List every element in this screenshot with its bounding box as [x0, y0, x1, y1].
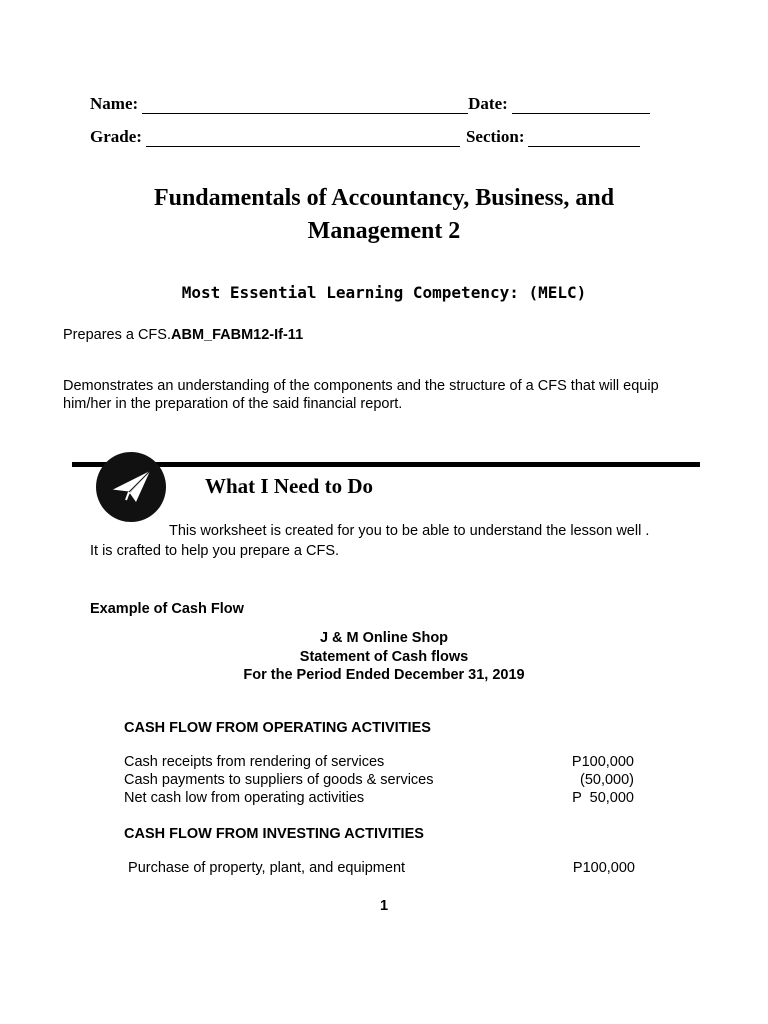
investing-row-value: P100,000 — [572, 860, 635, 876]
melc-description-line-1: Demonstrates an understanding of the components and the structure of a CFS that will equip — [63, 378, 659, 394]
page-title — [0, 182, 768, 248]
example-heading: Example of Cash Flow — [90, 601, 244, 617]
operating-row-value: P100,000 — [571, 754, 634, 770]
date-field[interactable] — [512, 99, 650, 114]
company-name: J & M Online Shop — [319, 630, 449, 646]
melc-description-line-2: him/her in the preparation of the said financial report. — [63, 396, 403, 412]
operating-row-value: P 50,000 — [572, 790, 634, 806]
statement-title: Statement of Cash flows — [299, 649, 469, 665]
need-to-do-line-2: It is crafted to help you prepare a CFS. — [90, 543, 340, 559]
section-badge — [96, 452, 166, 522]
melc-prepares-prefix: Prepares a CFS. — [63, 327, 171, 343]
operating-row-label: Cash receipts from rendering of services — [124, 754, 385, 770]
section-field[interactable] — [528, 132, 640, 147]
title-line-1: Fundamentals of Accountancy, Business, and — [153, 185, 615, 211]
operating-row-value: (50,000) — [579, 772, 634, 788]
page-number: 1 — [379, 898, 389, 914]
melc-heading: Most Essential Learning Competency: (MELC) — [181, 283, 587, 302]
grade-field[interactable] — [146, 132, 460, 147]
paper-plane-icon — [110, 468, 152, 506]
grade-section-row — [90, 127, 640, 147]
operating-heading: CASH FLOW FROM OPERATING ACTIVITIES — [124, 720, 431, 736]
date-label: Date: — [468, 94, 508, 113]
section-heading: What I Need to Do — [205, 474, 373, 498]
grade-label: Grade: — [90, 127, 142, 146]
section-divider — [72, 462, 700, 467]
name-field[interactable] — [142, 99, 468, 114]
melc-code: ABM_FABM12-If-11 — [171, 327, 304, 343]
name-label: Name: — [90, 94, 139, 113]
melc-description — [63, 377, 659, 413]
need-to-do-line-1: This worksheet is created for you to be able to understand the lesson well . — [169, 523, 650, 539]
section-label: Section: — [465, 127, 525, 146]
melc-prepares — [63, 326, 303, 344]
investing-row-label: Purchase of property, plant, and equipment — [124, 860, 406, 876]
title-line-2: Management 2 — [307, 218, 461, 244]
name-date-row — [90, 94, 650, 114]
investing-heading: CASH FLOW FROM INVESTING ACTIVITIES — [124, 826, 424, 842]
operating-row-label: Net cash low from operating activities — [124, 790, 365, 806]
statement-period: For the Period Ended December 31, 2019 — [243, 667, 525, 683]
operating-row-label: Cash payments to suppliers of goods & services — [124, 772, 434, 788]
